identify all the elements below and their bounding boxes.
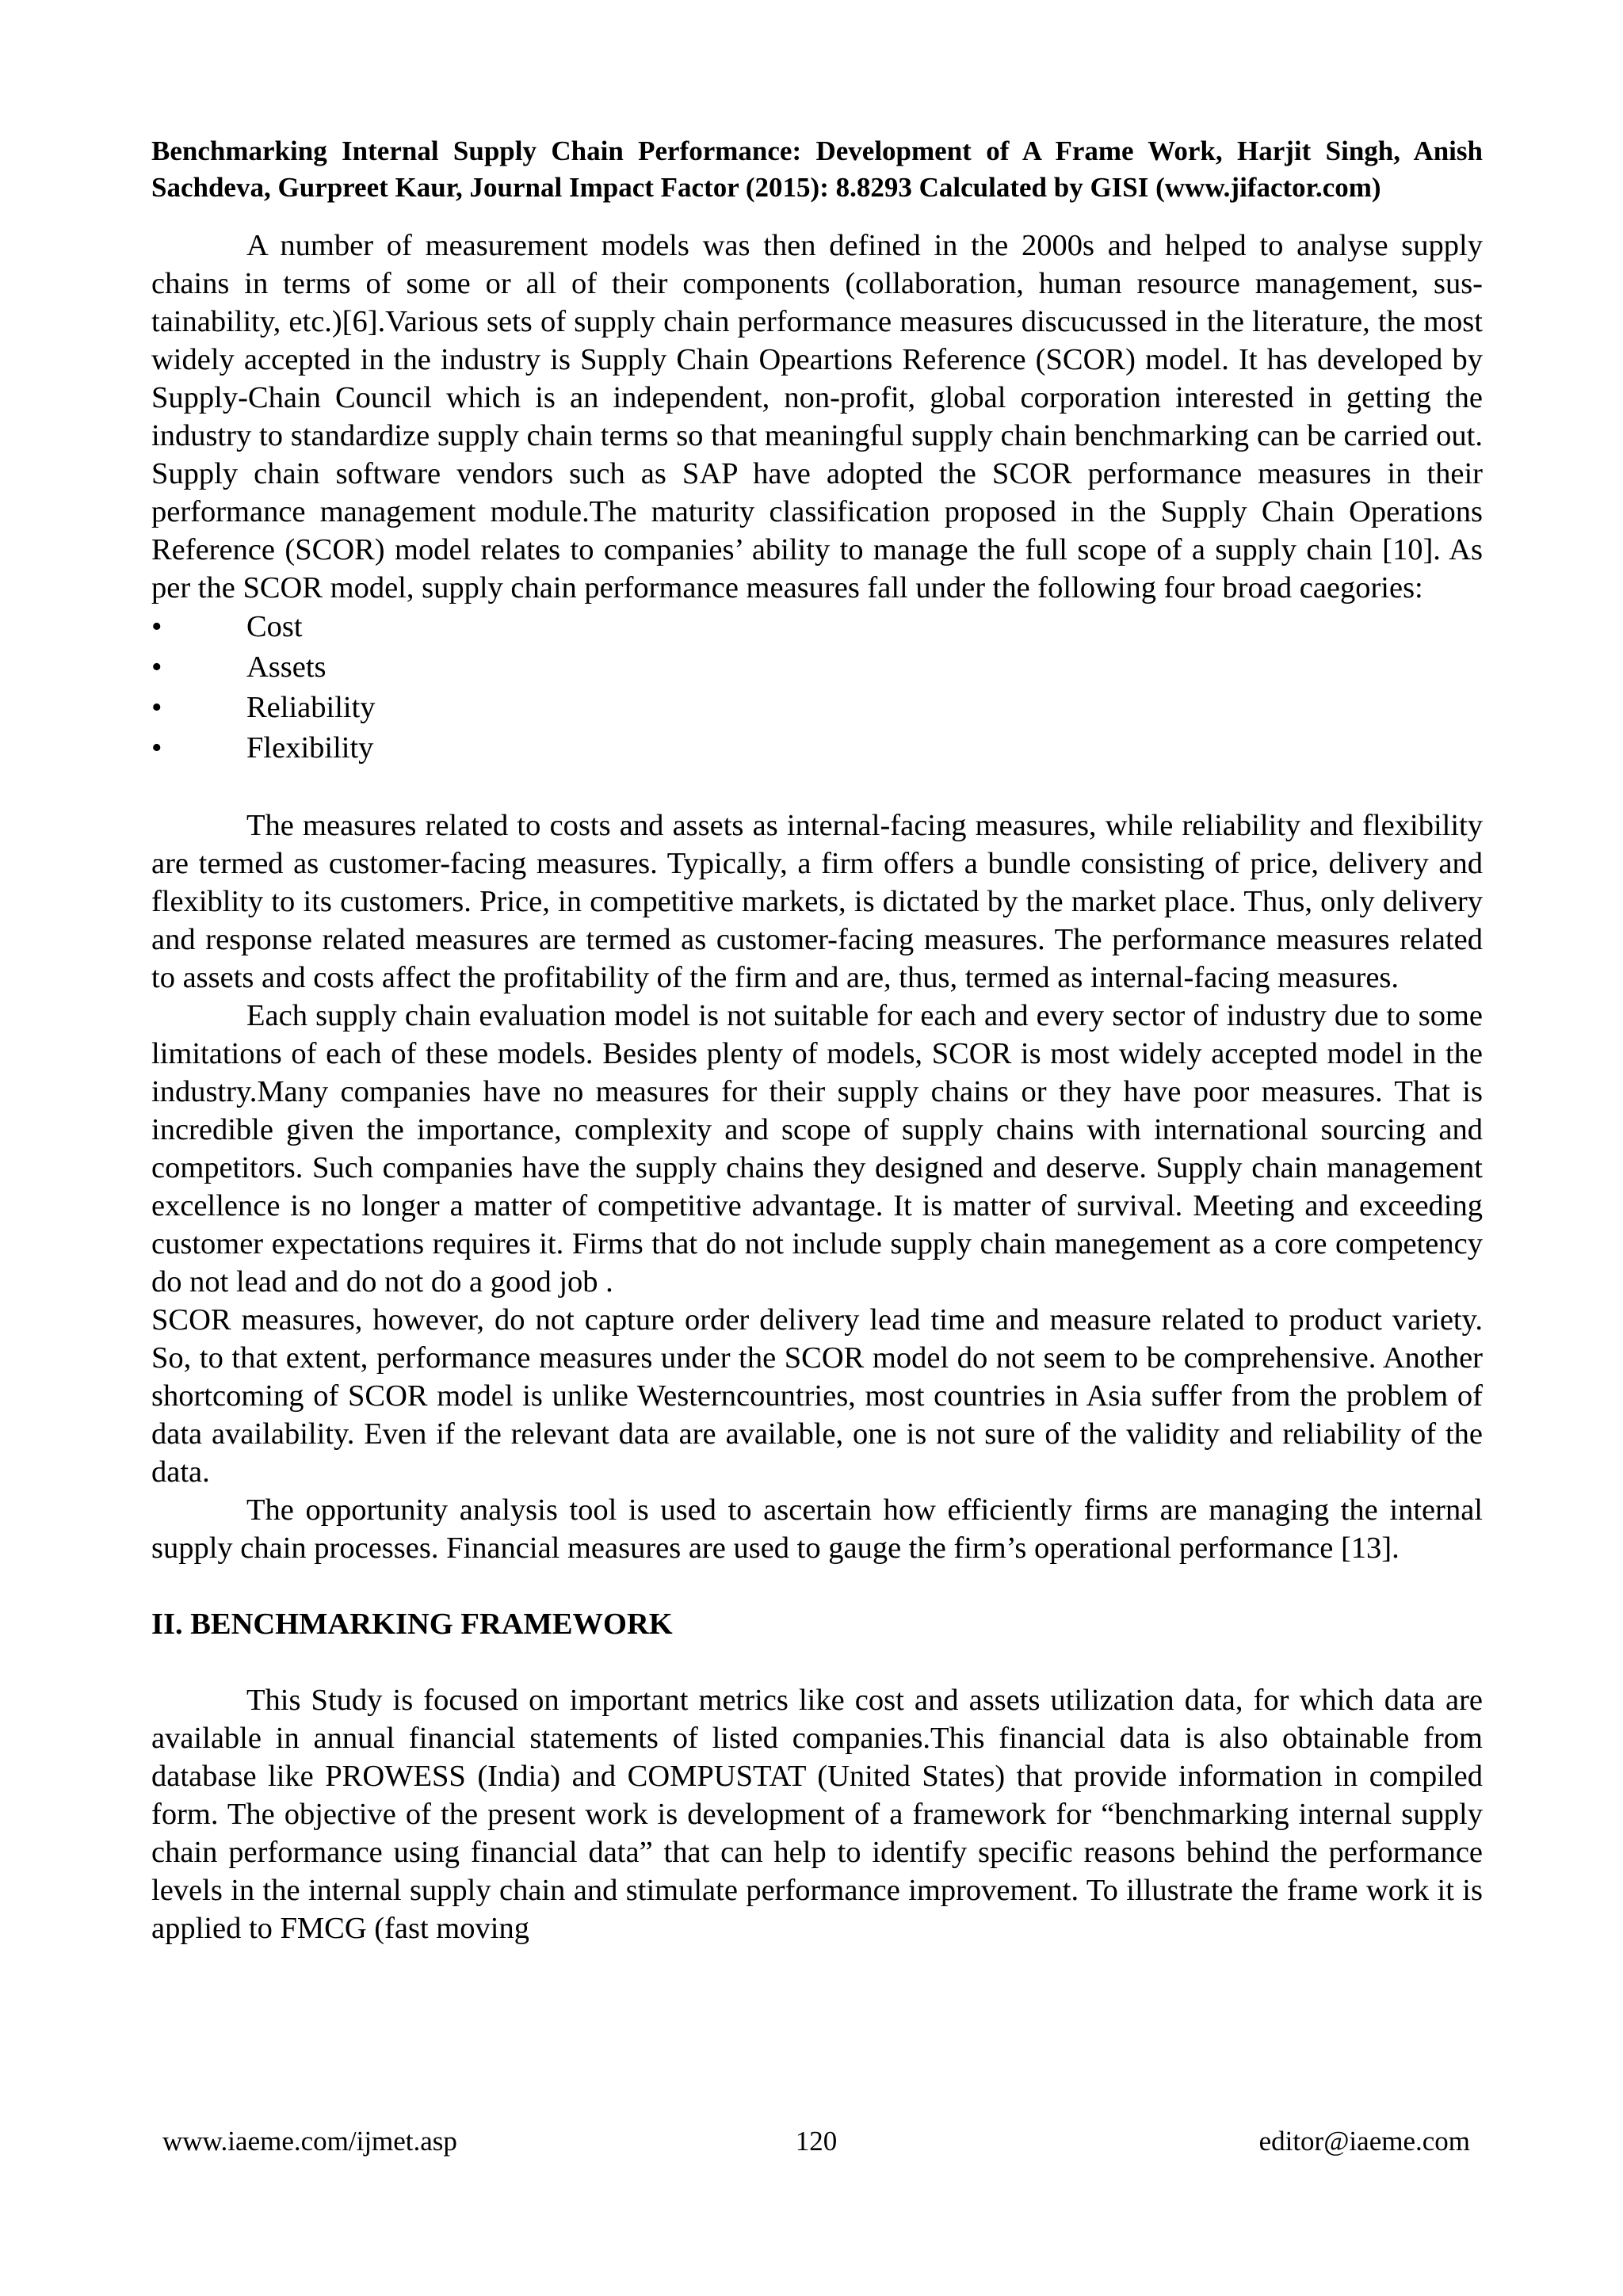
list-item [151, 728, 1483, 769]
list-item-text: Flexibility [246, 731, 374, 765]
paragraph-measures: The measures related to costs and assets as internal-facing measures, while reliability and flexibility are termed as customer-facing measures. Typically, a firm offers a bundle consisting of price, delivery and flexiblity to its customers. Price, in competitive markets, is dictated by the market place. Thus, only delivery and response related measures are termed as customer-facing measures. The performance measures related to assets and costs affect the profitability of the firm and are, thus, termed as internal-facing measures. [151, 809, 1483, 994]
paragraph-opportunity-analysis: The opportunity analysis tool is used to ascertain how efficiently firms are managing the internal supply chain processes. Financial measures are used to gauge the firm’s operational performance [13]. [151, 1493, 1483, 1565]
paragraph-framework: This Study is focused on important metrics like cost and assets utilization data, for which data are available in annual financial statements of listed companies.This financial data is also obtainable from database like PROWESS (India) and COMPUSTAT (United States) that provide information in compiled form. The objective of the present work is development of a framework for “benchmarking internal supply chain performance using financial data” that can help to identify specific reasons behind the performance levels in the internal supply chain and stimulate performance improvement. To illustrate the frame work it is applied to FMCG (fast moving [151, 1684, 1483, 1945]
section-heading: II. BENCHMARKING FRAMEWORK [151, 1608, 673, 1641]
list-item [151, 688, 1483, 728]
list-item-text: Reliability [246, 691, 376, 724]
paragraph-evaluation-models: Each supply chain evaluation model is not suitable for each and every sector of industry due to some limitations of each of these models. Besides plenty of models, SCOR is most widely accepted model in the industry.Many companies have no measures for their supply chains or they have poor measures. That is incredible given the importance, complexity and scope of supply chains with international sourcing and competitors. Such companies have the supply chains they designed and deserve. Supply chain management excellence is no longer a matter of competitive advantage. It is matter of survival. Meeting and exceeding customer expectations requires it. Firms that do not include supply chain manegement as a core competency do not lead and do not do a good job . [151, 999, 1483, 1299]
categories-list [151, 607, 1483, 769]
bullet-glyph: • [151, 650, 162, 684]
running-header: Benchmarking Internal Supply Chain Performance: Development of A Frame Work, Harjit Singh, Anish Sachdeva, Gurpreet Kaur, Journal Impact Factor (2015): 8.8293 Calculated by GISI (www.jifactor.com) [151, 135, 1483, 203]
list-item-text: Cost [246, 610, 303, 643]
bullet-glyph: • [151, 731, 162, 765]
bullet-glyph: • [151, 610, 162, 643]
paragraph-scor-intro: A number of measurement models was then defined in the 2000s and helped to analyse supply chains in terms of some or all of their components (collaboration, human resource management, sus- tainability, etc.)[6].Various sets of supply chain performance measures discucussed in the literature, the most widely accepted in the industry is Supply Chain Opeartions Reference (SCOR) model. It has developed by Supply-Chain Council which is an independent, non-profit, global corporation interested in getting the industry to standardize supply chain terms so that meaningful supply chain benchmarking can be carried out. Supply chain software vendors such as SAP have adopted the SCOR performance measures in their performance management module.The maturity classification proposed in the Supply Chain Operations Reference (SCOR) model relates to companies’ ability to manage the full scope of a supply chain [10]. As per the SCOR model, supply chain performance measures fall under the following four broad caegories: [151, 229, 1483, 605]
paragraph-scor-limitations: SCOR measures, however, do not capture order delivery lead time and measure related to product variety. So, to that extent, performance measures under the SCOR model do not seem to be comprehensive. Another shortcoming of SCOR model is unlike Westerncountries, most countries in Asia suffer from the problem of data availability. Even if the relevant data are available, one is not sure of the validity and reliability of the data. [151, 1303, 1483, 1489]
list-item [151, 647, 1483, 688]
footer-website-link[interactable]: www.iaeme.com/ijmet.asp [162, 2126, 457, 2157]
bullet-glyph: • [151, 691, 162, 724]
footer-email-link[interactable]: editor@iaeme.com [1258, 2126, 1470, 2157]
list-item [151, 607, 1483, 647]
page-content [151, 133, 1483, 1947]
footer-page-number: 120 [795, 2126, 838, 2157]
list-item-text: Assets [246, 650, 327, 684]
